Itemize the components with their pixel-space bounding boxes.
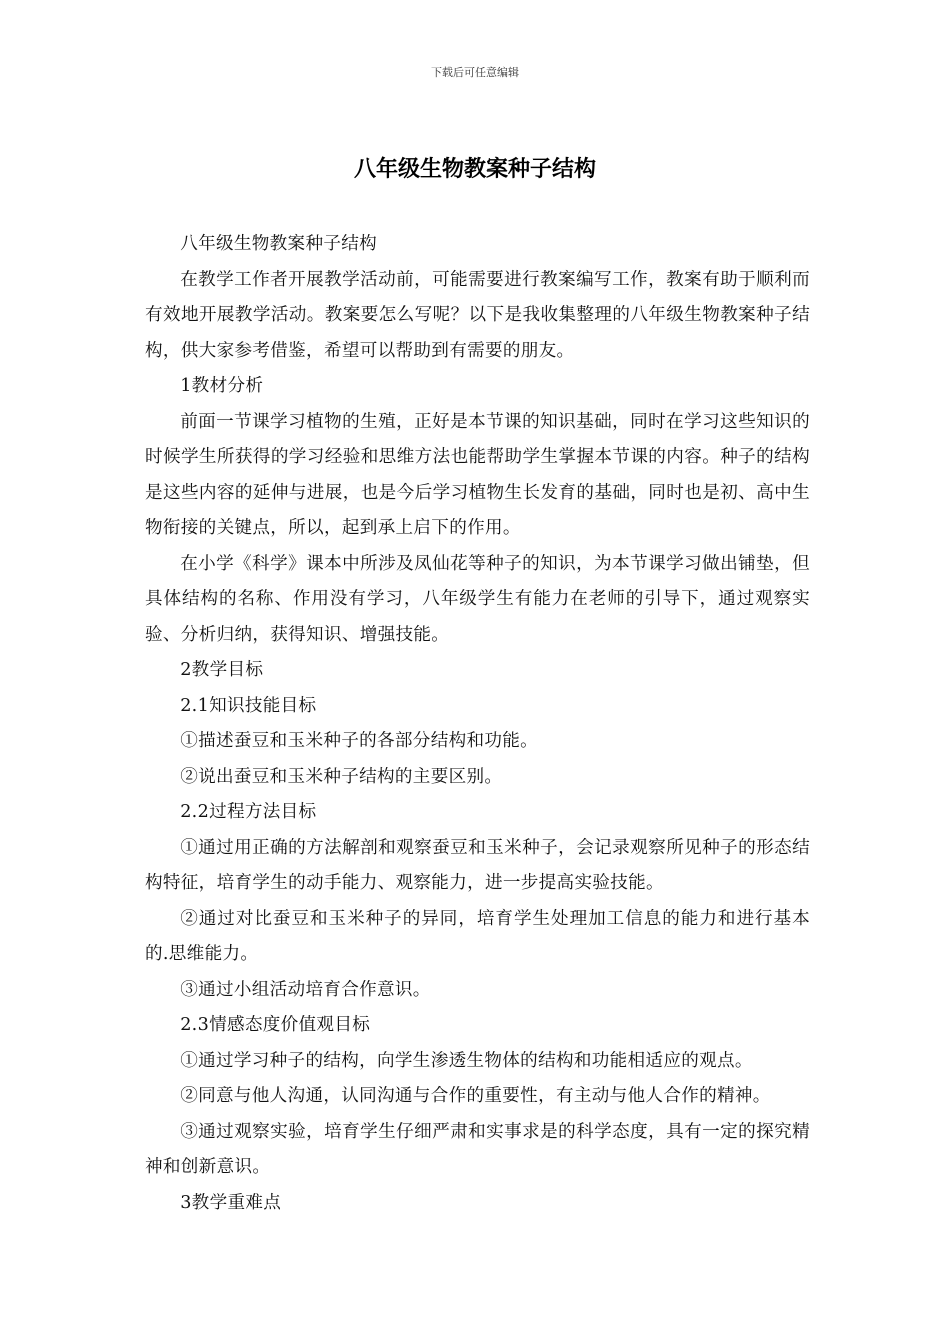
paragraph-analysis-1: 前面一节课学习植物的生殖，正好是本节课的知识基础，同时在学习这些知识的时候学生所获得的学习经验和思维方法也能帮助学生掌握本节课的内容。种子的结构是这些内容的延伸与进展，也是今后学习植物生长发育的基础，同时也是初、高中生物衔接的关键点，所以，起到承上启下的作用。 (145, 411, 810, 538)
paragraph-analysis-2: 在小学《科学》课本中所涉及凤仙花等种子的知识，为本节课学习做出铺垫，但具体结构的名称、作用没有学习，八年级学生有能力在老师的引导下，通过观察实验、分析归纳，获得知识、增强技能。 (145, 553, 810, 645)
subsection-heading-2-2: 2.2过程方法目标 (180, 802, 317, 822)
list-item: ③通过小组活动培育合作意识。 (180, 979, 431, 1000)
section-heading-3: 3教学重难点 (180, 1192, 282, 1213)
subsection-heading-2-3: 2.3情感态度价值观目标 (180, 1015, 371, 1035)
document-body (145, 227, 810, 1221)
subsection-heading-2-1: 2.1知识技能目标 (180, 695, 317, 716)
list-item: ①通过用正确的方法解剖和观察蚕豆和玉米种子，会记录观察所见种子的形态结构特征，培育学生的动手能力、观察能力，进一步提高实验技能。 (145, 837, 810, 893)
list-item: ①通过学习种子的结构，向学生渗透生物体的结构和功能相适应的观点。 (180, 1050, 753, 1071)
header-note: 下载后可任意编辑 (431, 66, 519, 79)
paragraph-subtitle: 八年级生物教案种子结构 (180, 234, 378, 254)
paragraph-intro: 在教学工作者开展教学活动前，可能需要进行教案编写工作，教案有助于顺利而有效地开展教学活动。教案要怎么写呢？以下是我收集整理的八年级生物教案种子结构，供大家参考借鉴，希望可以帮助到有需要的朋友。 (145, 269, 810, 361)
document-title: 八年级生物教案种子结构 (353, 157, 596, 182)
list-item: ③通过观察实验，培育学生仔细严肃和实事求是的科学态度，具有一定的探究精神和创新意识。 (145, 1121, 810, 1177)
list-item: ①描述蚕豆和玉米种子的各部分结构和功能。 (180, 731, 539, 751)
list-item: ②说出蚕豆和玉米种子结构的主要区别。 (180, 766, 503, 787)
list-item: ②同意与他人沟通，认同沟通与合作的重要性，有主动与他人合作的精神。 (180, 1086, 771, 1106)
list-item: ②通过对比蚕豆和玉米种子的异同，培育学生处理加工信息的能力和进行基本的.思维能力。 (145, 908, 810, 964)
section-heading-2: 2教学目标 (180, 660, 264, 680)
section-heading-1: 1教材分析 (180, 376, 264, 396)
